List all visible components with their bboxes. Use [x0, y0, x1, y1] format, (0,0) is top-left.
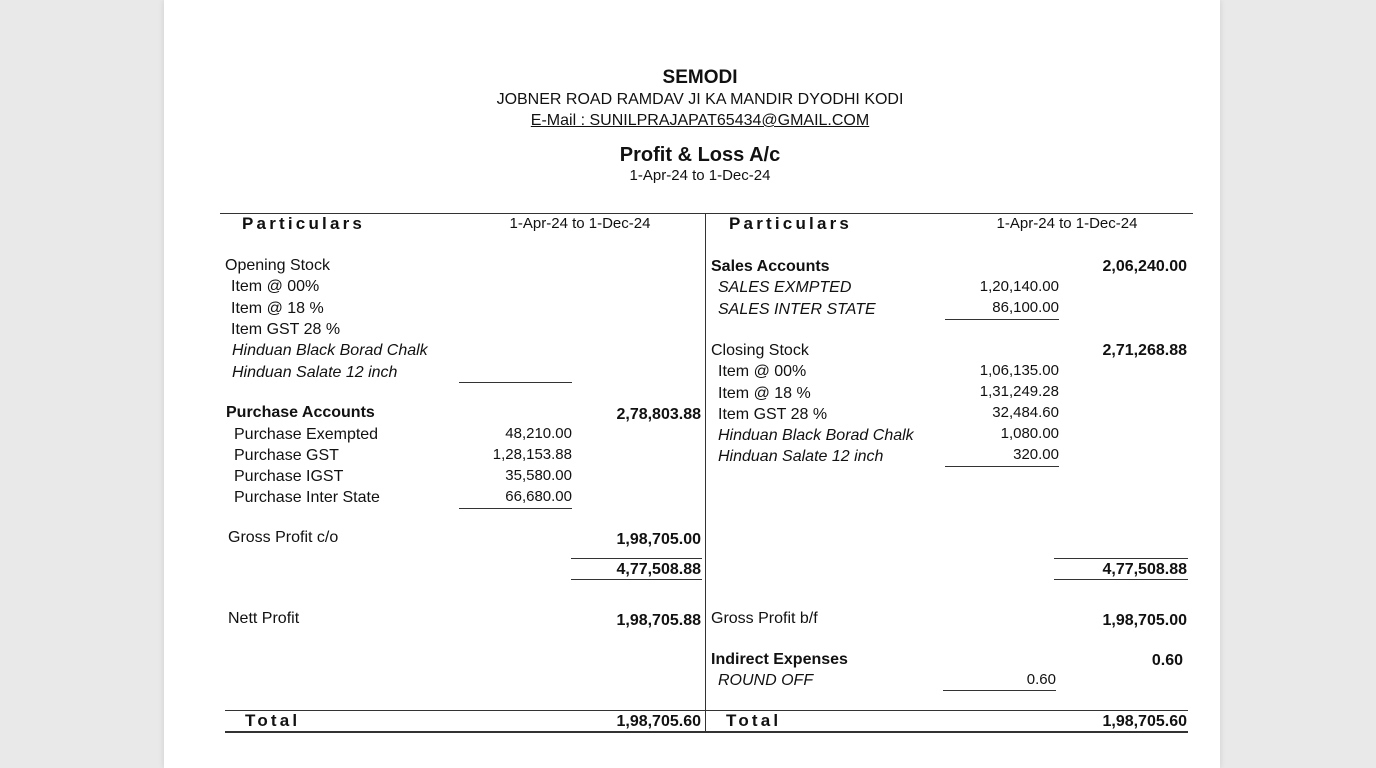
closing-stock-item-value: 1,06,135.00 [979, 362, 1059, 379]
opening-stock-italic-item: Hinduan Black Borad Chalk [232, 342, 428, 359]
left-subtotal-rule-bottom [571, 579, 702, 580]
company-email [164, 112, 1236, 130]
purchase-item-label: Purchase Exempted [234, 426, 379, 443]
opening-stock-label: Opening Stock [225, 257, 330, 274]
table-center-divider [705, 213, 706, 732]
nett-profit-value: 1,98,705.88 [616, 612, 701, 629]
sales-item-value: 1,20,140.00 [979, 278, 1059, 295]
purchase-item-label: Purchase GST [234, 447, 339, 464]
company-name: SEMODI [662, 67, 738, 88]
closing-stock-italic-value: 1,080.00 [1000, 425, 1059, 442]
right-subtotal-rule-bottom [1054, 579, 1188, 580]
closing-stock-total: 2,71,268.88 [1102, 342, 1187, 359]
closing-stock-italic-label: Hinduan Salate 12 inch [718, 448, 884, 465]
left-header-period: 1-Apr-24 to 1-Dec-24 [509, 215, 651, 232]
right-subtotal-rule-top [1054, 558, 1188, 559]
table-top-rule [220, 213, 1193, 214]
report-period: 1-Apr-24 to 1-Dec-24 [629, 167, 771, 184]
sales-item-label: SALES INTER STATE [718, 301, 876, 318]
left-subtotal-rule-top [571, 558, 702, 559]
closing-stock-item-label: Item GST 28 % [718, 406, 828, 423]
closing-stock-italic-value: 320.00 [1013, 446, 1059, 463]
sales-items-rule [945, 319, 1059, 320]
left-header-particulars: Particulars [242, 214, 366, 233]
indirect-expenses-label: Indirect Expenses [711, 651, 848, 668]
purchase-item-value: 35,580.00 [505, 467, 572, 484]
opening-stock-italic-item: Hinduan Salate 12 inch [232, 364, 398, 381]
round-off-label: ROUND OFF [718, 672, 814, 689]
round-off-value: 0.60 [1026, 671, 1056, 688]
totals-rule-bottom [225, 731, 1188, 733]
purchase-item-value: 1,28,153.88 [492, 446, 572, 463]
opening-stock-rule [459, 382, 572, 383]
indirect-expenses-total: 0.60 [1151, 652, 1183, 669]
closing-stock-italic-label: Hinduan Black Borad Chalk [718, 427, 914, 444]
opening-stock-item: Item @ 18 % [231, 300, 324, 317]
gross-profit-bf-label: Gross Profit b/f [711, 610, 818, 627]
right-total-value: 1,98,705.60 [1102, 713, 1187, 730]
sales-accounts-label: Sales Accounts [711, 258, 830, 275]
closing-stock-rule [945, 466, 1059, 467]
gross-profit-co-value: 1,98,705.00 [616, 531, 701, 548]
left-total-value: 1,98,705.60 [616, 713, 701, 730]
closing-stock-item-value: 1,31,249.28 [979, 383, 1059, 400]
right-subtotal: 4,77,508.88 [1102, 561, 1187, 578]
right-header-particulars: Particulars [729, 214, 853, 233]
sales-item-label: SALES EXMPTED [718, 279, 852, 296]
company-email-text: E-Mail : SUNILPRAJAPAT65434@GMAIL.COM [530, 112, 870, 129]
right-total-label: Total [726, 711, 782, 730]
opening-stock-item: Item GST 28 % [231, 321, 341, 338]
closing-stock-item-value: 32,484.60 [992, 404, 1059, 421]
round-off-rule [943, 690, 1056, 691]
closing-stock-label: Closing Stock [711, 342, 809, 359]
closing-stock-item-label: Item @ 18 % [718, 385, 811, 402]
report-title: Profit & Loss A/c [619, 144, 781, 166]
gross-profit-co-label: Gross Profit c/o [228, 529, 339, 546]
sales-accounts-total: 2,06,240.00 [1102, 258, 1187, 275]
company-address: JOBNER ROAD RAMDAV JI KA MANDIR DYODHI KODI [496, 91, 904, 108]
closing-stock-item-label: Item @ 00% [718, 363, 807, 380]
purchase-accounts-total: 2,78,803.88 [616, 406, 701, 423]
purchase-items-rule [459, 508, 572, 509]
purchase-item-label: Purchase Inter State [234, 489, 380, 506]
purchase-item-label: Purchase IGST [234, 468, 344, 485]
left-subtotal: 4,77,508.88 [616, 561, 701, 578]
right-header-period: 1-Apr-24 to 1-Dec-24 [996, 215, 1138, 232]
totals-rule-top [225, 710, 1188, 711]
left-total-label: Total [245, 711, 301, 730]
report-page [164, 0, 1220, 768]
sales-item-value: 86,100.00 [992, 299, 1059, 316]
gross-profit-bf-value: 1,98,705.00 [1102, 612, 1187, 629]
purchase-accounts-label: Purchase Accounts [226, 404, 375, 421]
purchase-item-value: 48,210.00 [505, 425, 572, 442]
nett-profit-label: Nett Profit [228, 610, 300, 627]
purchase-item-value: 66,680.00 [505, 488, 572, 505]
opening-stock-item: Item @ 00% [231, 278, 320, 295]
